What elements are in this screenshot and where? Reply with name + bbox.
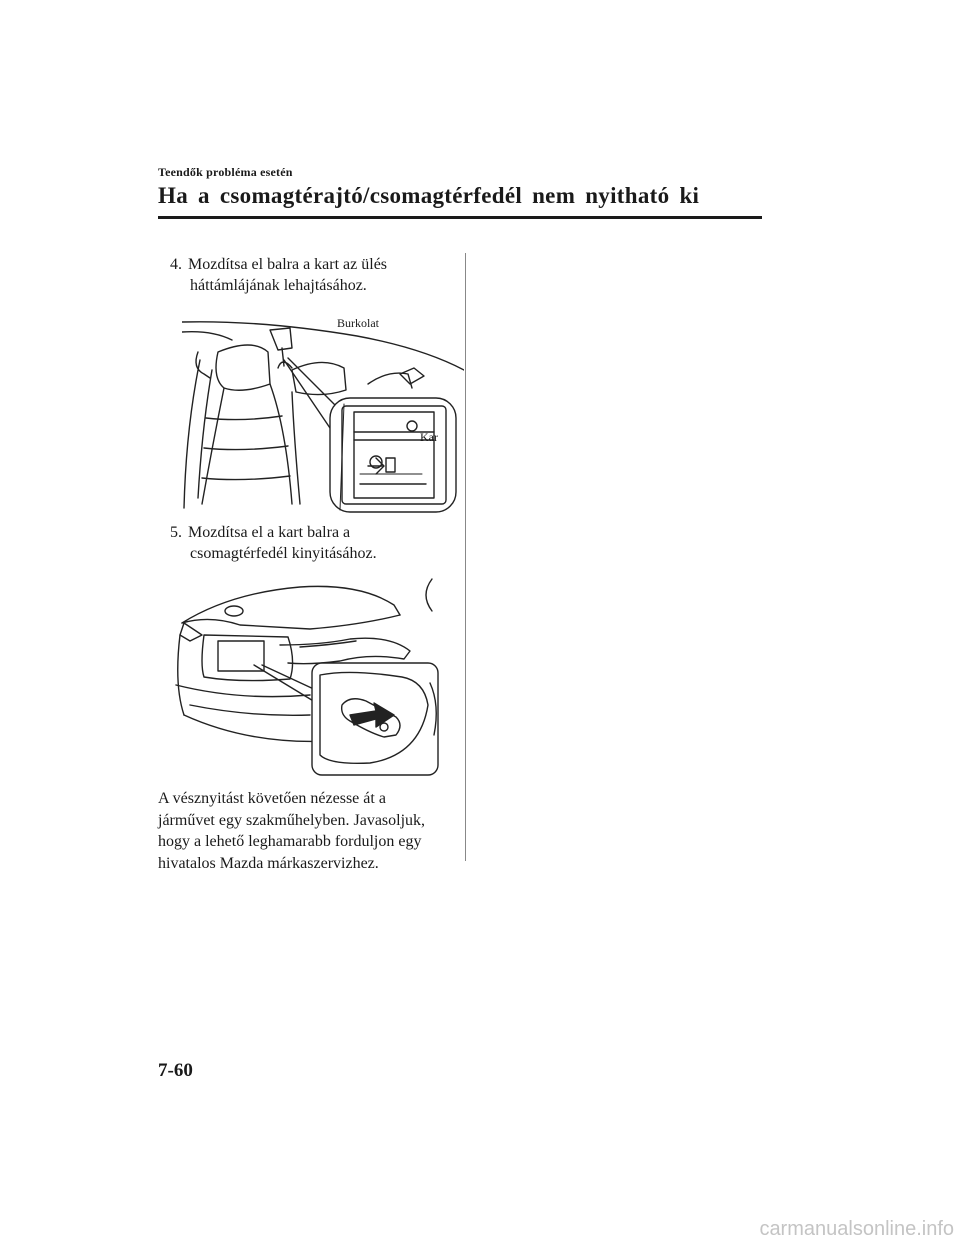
step-text-line2: háttámlájának lehajtásához. bbox=[190, 277, 367, 294]
step-text-line2: csomagtérfedél kinyitásához. bbox=[190, 545, 377, 562]
paragraph-line: A vésznyitást követően nézesse át a bbox=[158, 790, 386, 807]
paragraph-line: járművet egy szakműhelyben. Javasoljuk, bbox=[158, 811, 426, 829]
paragraph-line: hivatalos Mazda márkaszervizhez. bbox=[158, 854, 379, 872]
paragraph-line: hogy a lehető leghamarabb forduljon egy bbox=[158, 833, 422, 850]
step-number: 4. bbox=[170, 256, 182, 273]
step-4 bbox=[170, 254, 460, 296]
footer-watermark: carmanualsonline.info bbox=[759, 1218, 954, 1240]
callout-kar: Kar bbox=[420, 430, 438, 444]
column-divider bbox=[465, 253, 466, 861]
step-text-line1: Mozdítsa el balra a kart az ülés bbox=[188, 256, 388, 273]
closing-paragraph bbox=[158, 788, 458, 874]
page-title: Ha a csomagtérajtó/csomagtérfedél nem nyitható ki bbox=[158, 183, 700, 208]
title-rule bbox=[158, 216, 762, 219]
rear-seat-illustration bbox=[182, 308, 464, 514]
section-label: Teendők probléma esetén bbox=[158, 165, 293, 179]
page-number: 7-60 bbox=[158, 1060, 193, 1081]
step-number: 5. bbox=[170, 524, 182, 541]
step-5 bbox=[170, 522, 460, 564]
callout-burkolat: Burkolat bbox=[337, 316, 379, 330]
trunk-lid-illustration bbox=[170, 565, 442, 779]
step-text-line1: Mozdítsa el a kart balra a bbox=[188, 524, 351, 541]
